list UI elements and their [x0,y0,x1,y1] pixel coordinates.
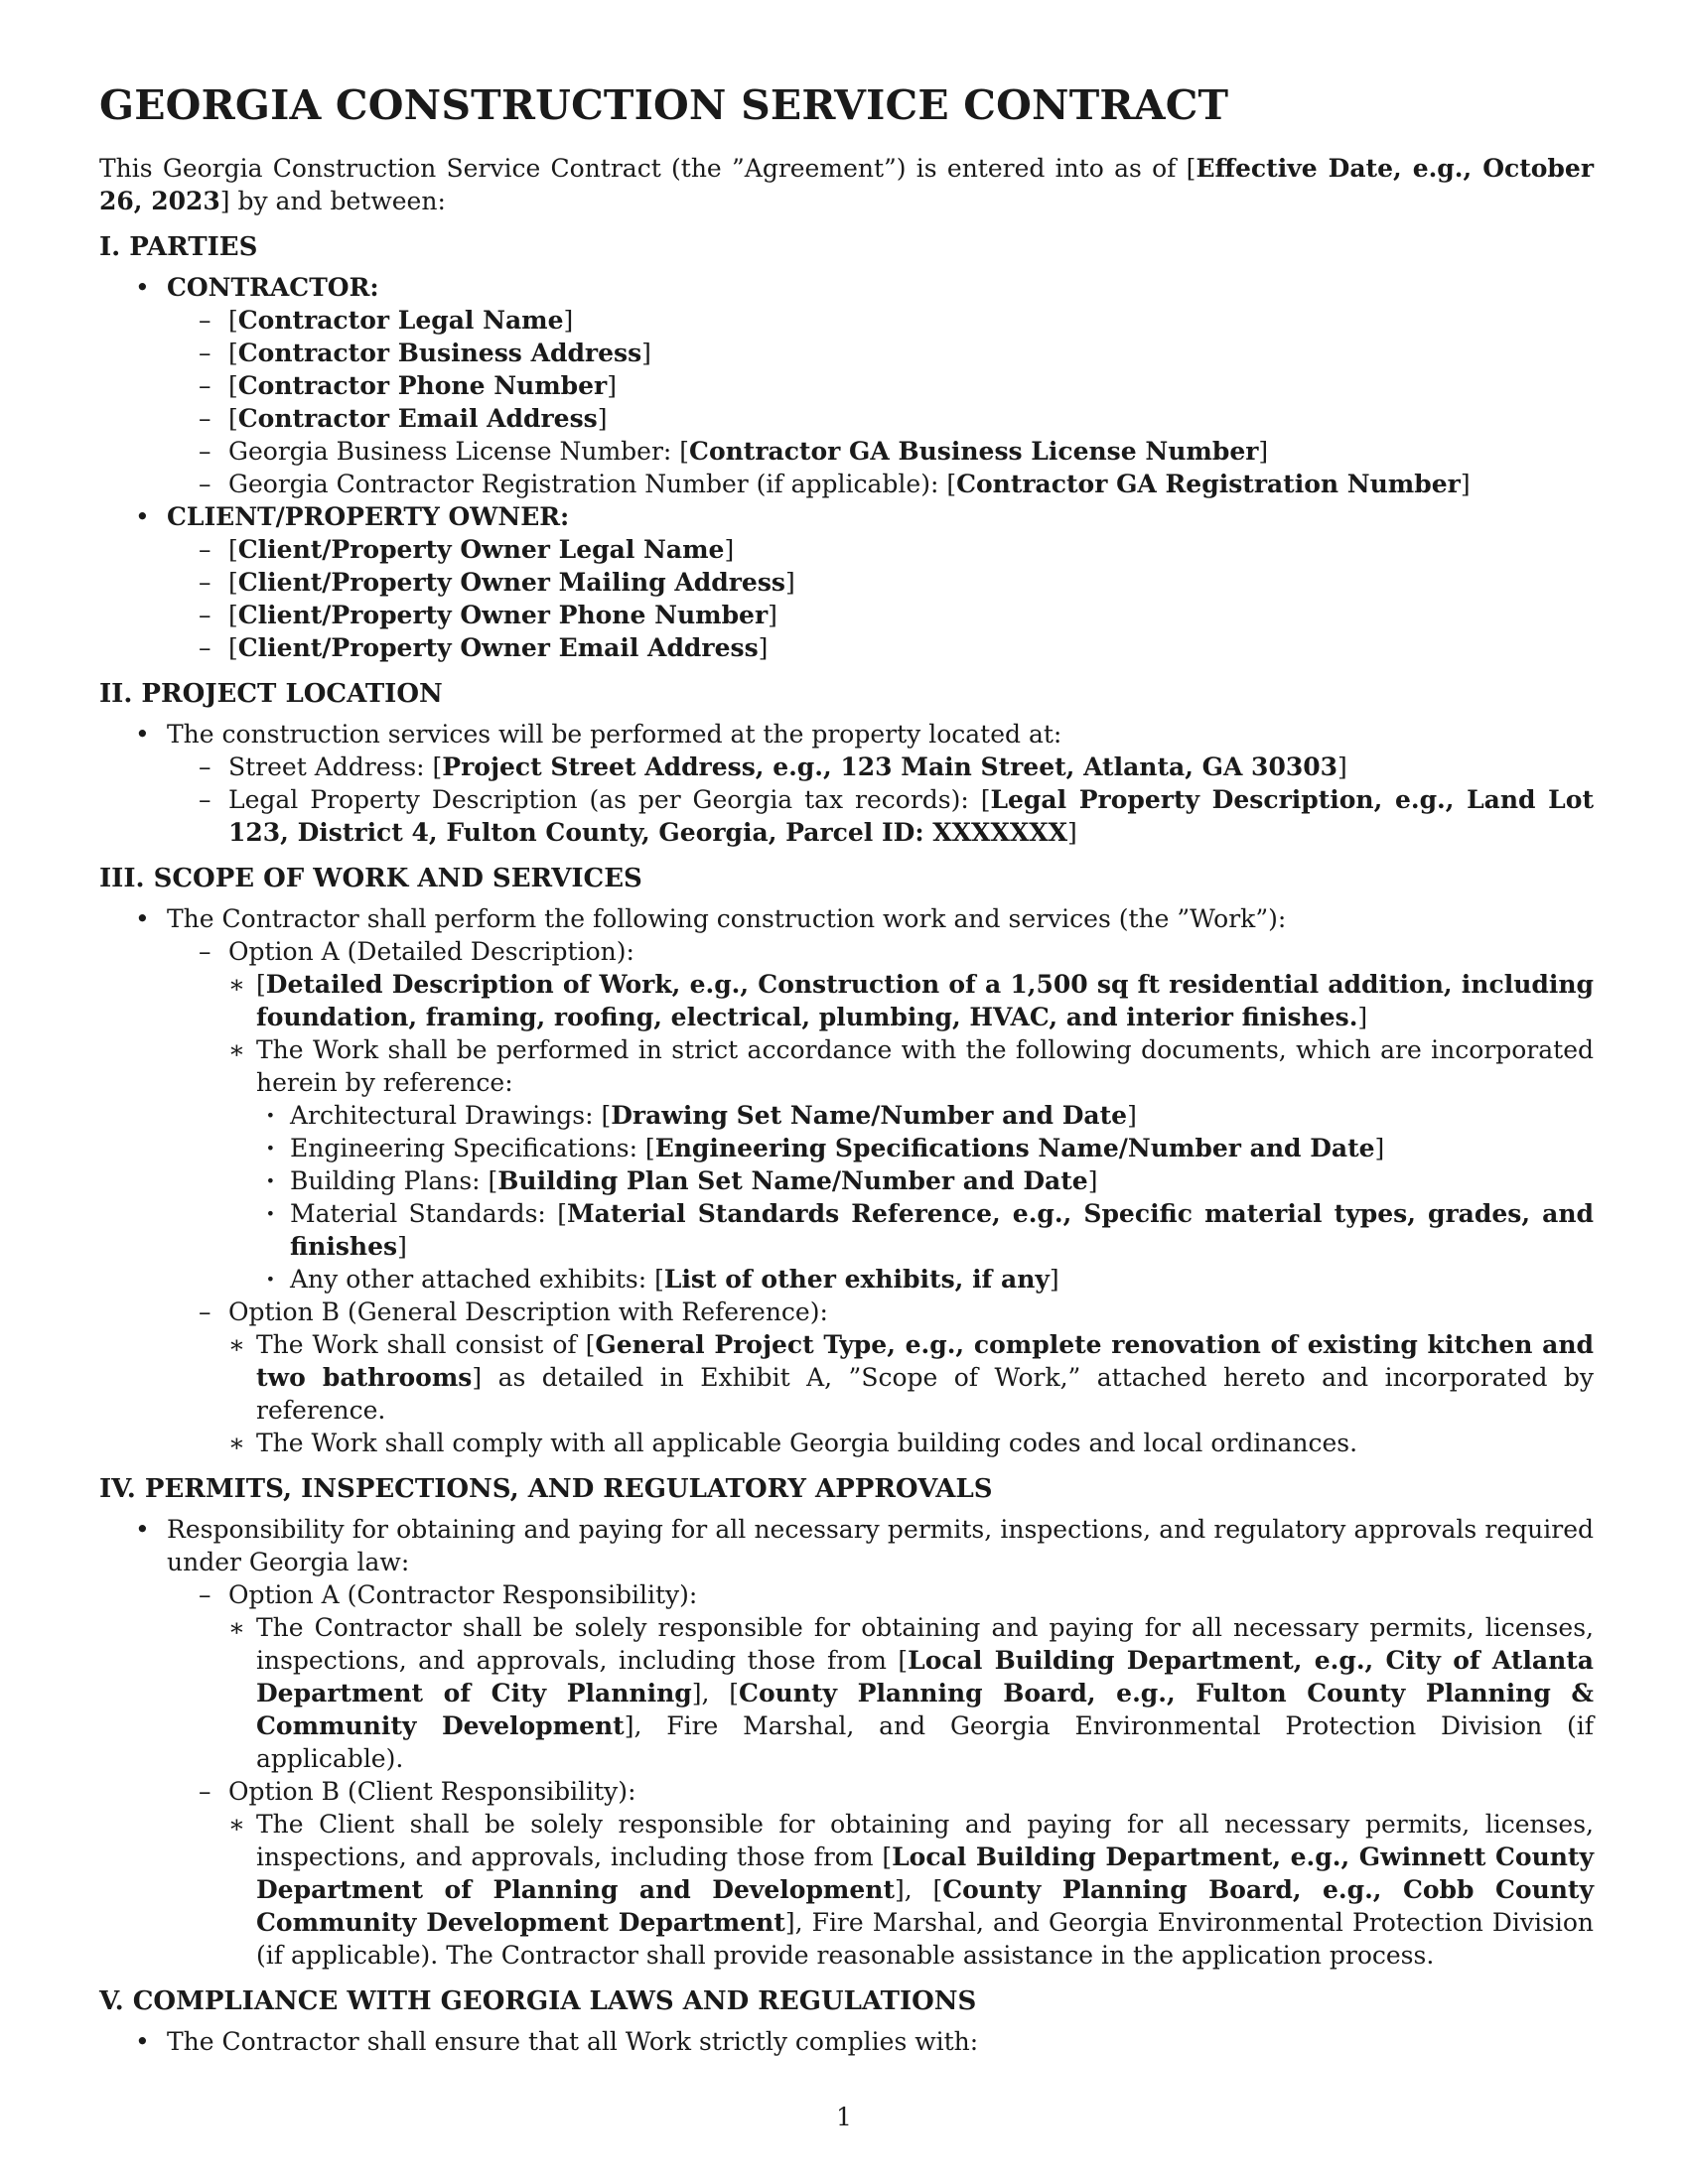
option-a [167,1578,1594,1775]
list-item: – [Contractor Phone Number] [167,369,1594,402]
option-a [167,935,1594,1296]
list-item: – Legal Property Description (as per Georgia tax records): [Legal Property Description, e.g., Land Lot 123, District 4, Fulton County, Georgia, Parcel ID: XXXXXXX] [167,783,1594,849]
permits-lead: Responsibility for obtaining and paying for all necessary permits, inspections, and regulatory approvals required under Georgia law: [167,1515,1594,1576]
list-item [228,1328,1594,1427]
section-heading-permits: IV. PERMITS, INSPECTIONS, AND REGULATORY APPROVALS [99,1474,993,1504]
compliance-list [99,2025,1594,2058]
client-label: CLIENT/PROPERTY OWNER: [167,502,570,531]
option-b-items [228,1328,1594,1459]
permits-options [167,1578,1594,1972]
list-item [99,718,1594,849]
work-description-placeholder: Detailed Description of Work, e.g., Construction of a 1,500 sq ft residential addition, including foundation, framing, roofing, electrical, plumbing, HVAC, and interior finishes. [256,970,1594,1031]
document-page [99,81,1594,2058]
client-mailing-address: Client/Property Owner Mailing Address [237,568,785,597]
contractor-label: CONTRACTOR: [167,273,379,302]
doc-label: Any other attached exhibits: [ [290,1265,664,1294]
option-b-text-end: ], Fire Marshal, and Georgia Environmental Protection Division (if applicable). The Contractor shall provide reasonable assistance in the application process. [256,1908,1594,1970]
location-list [99,718,1594,849]
list-item [99,2025,1594,2058]
list-item: – [Client/Property Owner Email Address] [167,631,1594,664]
option-b-text: The Work shall consist of [ [256,1330,596,1359]
planning-board-placeholder: County Planning Board, e.g., Cobb County Community Development Department [256,1875,1595,1937]
contractor-email: Contractor Email Address [237,404,598,433]
contractor-legal-name: Contractor Legal Name [237,306,564,335]
option-a-items [228,968,1594,1296]
doc-placeholder: Building Plan Set Name/Number and Date [497,1166,1088,1195]
option-a-label: Option A (Detailed Description): [228,937,634,966]
scope-options [167,935,1594,1459]
legal-label: Legal Property Description (as per Georgia tax records): [ [228,785,991,814]
list-item: – Georgia Business License Number: [Contractor GA Business License Number] [167,435,1594,468]
list-item: – [Client/Property Owner Mailing Address] [167,566,1594,599]
document-title: GEORGIA CONSTRUCTION SERVICE CONTRACT [99,81,1229,129]
list-item [228,1808,1594,1972]
list-item: – Georgia Contractor Registration Number (if applicable): [Contractor GA Registration Number] [167,468,1594,500]
effective-date-placeholder: Effective Date, e.g., October 26, 2023 [99,154,1594,215]
doc-label: Engineering Specifications: [ [290,1134,655,1162]
section-heading-scope: III. SCOPE OF WORK AND SERVICES [99,864,642,893]
location-lead: The construction services will be performed at the property located at: [167,720,1062,749]
planning-board-placeholder: County Planning Board, e.g., Fulton County Planning & Community Development [256,1679,1595,1740]
client-legal-name: Client/Property Owner Legal Name [237,535,725,564]
separator: ], [ [691,1679,740,1707]
client-details [167,533,1594,664]
list-item: · Any other attached exhibits: [List of other exhibits, if any] [256,1263,1594,1296]
parties-list [99,271,1594,664]
option-b-items [228,1808,1594,1972]
list-item [99,902,1594,1459]
contractor-business-address: Contractor Business Address [237,339,642,367]
doc-label: Architectural Drawings: [ [290,1101,612,1130]
contractor-phone: Contractor Phone Number [237,371,608,400]
list-item: – [Contractor Email Address] [167,402,1594,435]
permits-list [99,1513,1594,1972]
doc-placeholder: Drawing Set Name/Number and Date [611,1101,1128,1130]
building-dept-placeholder: Local Building Department, e.g., Gwinnett County Department of Planning and Development [256,1843,1594,1904]
option-a-label: Option A (Contractor Responsibility): [228,1580,698,1609]
option-a-items [228,1611,1594,1775]
client-email: Client/Property Owner Email Address [237,633,759,662]
section-heading-location: II. PROJECT LOCATION [99,679,443,709]
intro-text: This Georgia Construction Service Contract (the ”Agreement”) is entered into as of [ [99,154,1196,183]
option-a-text: The Contractor shall be solely responsible for obtaining and paying for all necessary permits, licenses, inspections, and approvals, including those from [ [256,1613,1594,1675]
section-heading-parties: I. PARTIES [99,232,258,262]
codes-text: The Work shall comply with all applicable Georgia building codes and local ordinances. [256,1429,1358,1457]
doc-placeholder: List of other exhibits, if any [663,1265,1050,1294]
option-b [167,1296,1594,1459]
list-item [228,1427,1594,1459]
option-b [167,1775,1594,1972]
doc-placeholder: Engineering Specifications Name/Number and Date [654,1134,1375,1162]
option-b-text: The Client shall be solely responsible for obtaining and paying for all necessary permits, licenses, inspections, and approvals, including those from [ [256,1810,1594,1871]
street-placeholder: Project Street Address, e.g., 123 Main Street, Atlanta, GA 30303 [442,752,1338,781]
list-item: · Architectural Drawings: [Drawing Set Name/Number and Date] [256,1099,1594,1132]
list-item: – Street Address: [Project Street Address, e.g., 123 Main Street, Atlanta, GA 30303] [167,751,1594,783]
list-item: – [Client/Property Owner Legal Name] [167,533,1594,566]
list-item: – [Client/Property Owner Phone Number] [167,599,1594,631]
option-b-label: Option B (Client Responsibility): [228,1777,636,1806]
street-label: Street Address: [ [228,752,443,781]
contractor-details [167,304,1594,500]
doc-label: Material Standards: [ [290,1199,567,1228]
list-item: · Engineering Specifications: [Engineering Specifications Name/Number and Date] [256,1132,1594,1164]
section-heading-compliance: V. COMPLIANCE WITH GEORGIA LAWS AND REGULATIONS [99,1986,977,2016]
option-b-label: Option B (General Description with Reference): [228,1297,828,1326]
project-type-placeholder: General Project Type, e.g., complete renovation of existing kitchen and two bathrooms [256,1330,1595,1392]
license-label: Georgia Business License Number: [ [228,437,690,466]
option-a-text-end: ], Fire Marshal, and Georgia Environmental Protection Division (if applicable). [256,1711,1594,1773]
list-item: ∗ [Detailed Description of Work, e.g., Construction of a 1,500 sq ft residential addition, including foundation, framing, roofing, electrical, plumbing, HVAC, and interior finishes.] [228,968,1594,1033]
list-item: – [Contractor Legal Name] [167,304,1594,337]
list-item [99,1513,1594,1972]
registration-label: Georgia Contractor Registration Number (if applicable): [ [228,470,957,498]
list-item: · Material Standards: [Material Standards Reference, e.g., Specific material types, grades, and finishes] [256,1197,1594,1263]
building-dept-placeholder: Local Building Department, e.g., City of Atlanta Department of City Planning [256,1646,1594,1707]
intro-text-end: ] by and between: [219,187,446,215]
license-placeholder: Contractor GA Business License Number [689,437,1259,466]
contractor-block [99,271,1594,500]
documents-list [256,1099,1594,1296]
list-item: · Building Plans: [Building Plan Set Name/Number and Date] [256,1164,1594,1197]
list-item [228,1611,1594,1775]
option-b-text-end: ] as detailed in Exhibit A, ”Scope of Work,” attached hereto and incorporated by reference. [256,1363,1594,1425]
compliance-lead: The Contractor shall ensure that all Work strictly complies with: [167,2027,979,2056]
doc-placeholder: Material Standards Reference, e.g., Specific material types, grades, and finishes [290,1199,1594,1261]
registration-placeholder: Contractor GA Registration Number [956,470,1461,498]
legal-placeholder: Legal Property Description, e.g., Land Lot 123, District 4, Fulton County, Georgia, Parcel ID: XXXXXXX [228,785,1594,847]
intro-paragraph [99,152,1594,217]
documents-lead: The Work shall be performed in strict accordance with the following documents, which are incorporated herein by reference: [256,1035,1594,1097]
list-item: – [Contractor Business Address] [167,337,1594,369]
scope-lead: The Contractor shall perform the following construction work and services (the ”Work”): [167,904,1287,933]
scope-list [99,902,1594,1459]
location-details [167,751,1594,849]
list-item [228,1033,1594,1296]
client-block [99,500,1594,664]
page-number: 1 [836,2103,852,2131]
separator: ], [ [895,1875,943,1904]
client-phone: Client/Property Owner Phone Number [237,601,769,629]
doc-label: Building Plans: [ [290,1166,498,1195]
